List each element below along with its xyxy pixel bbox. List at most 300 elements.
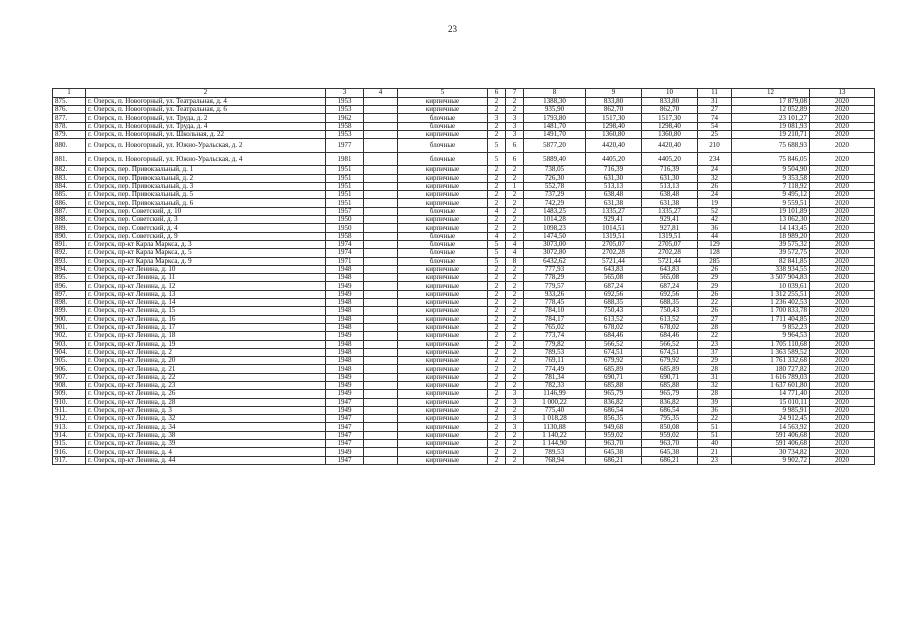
cell-total-area: 789,53 [524, 448, 586, 456]
cell-year-built: 1949 [326, 282, 364, 290]
cell-address: г. Озерск, п. Новогорный, ул. Южно-Уральская, д. 2 [86, 139, 326, 153]
cell-plan-year: 2020 [810, 315, 875, 323]
cell-wall-material: кирпичные [398, 357, 488, 365]
cell-area-a: 674,51 [586, 348, 642, 356]
cell-address: г. Озерск, п. Новогорный, ул. Южно-Уральская, д. 4 [86, 152, 326, 166]
cell-row-number: 899. [53, 307, 86, 315]
table-row [53, 448, 875, 456]
cell-area-b: 2705,07 [642, 240, 698, 248]
cell-residents: 19 [698, 199, 732, 207]
cell-plan-year: 2020 [810, 357, 875, 365]
cell-year-built: 1974 [326, 249, 364, 257]
cell-year-built: 1949 [326, 332, 364, 340]
cell-floors: 2 [488, 315, 506, 323]
cell-row-number: 908. [53, 382, 86, 390]
cell-address: г. Озерск, пр-кт Ленина, д. 39 [86, 440, 326, 448]
cell-entrances: 2 [506, 232, 524, 240]
cell-year-built: 1950 [326, 224, 364, 232]
cell-wall-material: блочные [398, 240, 488, 248]
cell-col-4 [364, 373, 398, 381]
table-row [53, 106, 875, 114]
cell-address: г. Озерск, пр-кт Ленина, д. 32 [86, 415, 326, 423]
cell-total-area: 5889,40 [524, 152, 586, 166]
cell-year-built: 1947 [326, 440, 364, 448]
cell-col-4 [364, 97, 398, 105]
cell-total-area: 779,82 [524, 340, 586, 348]
cell-total-area: 5877,20 [524, 139, 586, 153]
cell-area-a: 631,38 [586, 199, 642, 207]
cell-area-a: 645,38 [586, 448, 642, 456]
cell-row-number: 898. [53, 299, 86, 307]
cell-wall-material: кирпичные [398, 440, 488, 448]
cell-total-area: 1130,88 [524, 423, 586, 431]
table-row [53, 373, 875, 381]
cell-cost: 338 934,55 [732, 265, 810, 273]
cell-entrances: 2 [506, 216, 524, 224]
cell-area-a: 5721,44 [586, 257, 642, 265]
cell-cost: 17 879,08 [732, 97, 810, 105]
cell-area-a: 856,35 [586, 415, 642, 423]
column-header-5: 5 [398, 89, 488, 98]
cell-floors: 2 [488, 423, 506, 431]
cell-area-b: 686,21 [642, 456, 698, 464]
cell-col-4 [364, 357, 398, 365]
cell-floors: 2 [488, 299, 506, 307]
cell-col-4 [364, 152, 398, 166]
cell-col-4 [364, 382, 398, 390]
cell-area-b: 836,82 [642, 398, 698, 406]
cell-col-4 [364, 182, 398, 190]
cell-entrances: 2 [506, 191, 524, 199]
cell-residents: 36 [698, 224, 732, 232]
cell-area-b: 687,24 [642, 282, 698, 290]
cell-area-b: 1319,51 [642, 232, 698, 240]
cell-address: г. Озерск, пр-кт Ленина, д. 28 [86, 398, 326, 406]
cell-plan-year: 2020 [810, 265, 875, 273]
column-header-10: 10 [642, 89, 698, 98]
cell-plan-year: 2020 [810, 216, 875, 224]
cell-area-a: 631,30 [586, 174, 642, 182]
cell-year-built: 1951 [326, 166, 364, 174]
cell-cost: 23 101,27 [732, 114, 810, 122]
cell-total-area: 1 000,22 [524, 398, 586, 406]
cell-cost: 1 700 833,78 [732, 307, 810, 315]
cell-address: г. Озерск, пер. Советский, д. 10 [86, 207, 326, 215]
cell-residents: 128 [698, 249, 732, 257]
cell-area-b: 850,08 [642, 423, 698, 431]
cell-year-built: 1958 [326, 232, 364, 240]
cell-residents: 129 [698, 240, 732, 248]
cell-wall-material: кирпичные [398, 166, 488, 174]
cell-residents: 40 [698, 440, 732, 448]
cell-row-number: 883. [53, 174, 86, 182]
cell-area-b: 685,89 [642, 365, 698, 373]
cell-entrances: 2 [506, 315, 524, 323]
cell-residents: 23 [698, 340, 732, 348]
cell-total-area: 1014,28 [524, 216, 586, 224]
cell-residents: 29 [698, 282, 732, 290]
cell-residents: 74 [698, 114, 732, 122]
cell-area-a: 686,54 [586, 406, 642, 414]
cell-area-b: 638,48 [642, 191, 698, 199]
cell-area-b: 565,08 [642, 274, 698, 282]
cell-area-b: 643,83 [642, 265, 698, 273]
cell-residents: 25 [698, 130, 732, 138]
cell-wall-material: блочные [398, 207, 488, 215]
cell-cost: 15 010,11 [732, 398, 810, 406]
cell-plan-year: 2020 [810, 114, 875, 122]
cell-entrances: 2 [506, 357, 524, 365]
cell-cost: 39 572,75 [732, 249, 810, 257]
housing-register-table [52, 88, 875, 465]
cell-area-b: 927,81 [642, 224, 698, 232]
cell-floors: 2 [488, 122, 506, 130]
cell-floors: 2 [488, 340, 506, 348]
cell-col-4 [364, 249, 398, 257]
cell-area-b: 959,02 [642, 431, 698, 439]
cell-floors: 2 [488, 431, 506, 439]
cell-cost: 1 616 789,03 [732, 373, 810, 381]
cell-year-built: 1951 [326, 182, 364, 190]
cell-wall-material: кирпичные [398, 290, 488, 298]
cell-cost: 591 406,68 [732, 431, 810, 439]
cell-area-a: 4420,40 [586, 139, 642, 153]
cell-cost: 9 495,12 [732, 191, 810, 199]
cell-area-a: 643,83 [586, 265, 642, 273]
cell-total-area: 1474,50 [524, 232, 586, 240]
cell-plan-year: 2020 [810, 182, 875, 190]
table-row [53, 265, 875, 273]
cell-residents: 234 [698, 152, 732, 166]
cell-col-4 [364, 191, 398, 199]
cell-area-a: 1335,27 [586, 207, 642, 215]
cell-floors: 5 [488, 139, 506, 153]
cell-area-a: 716,39 [586, 166, 642, 174]
cell-year-built: 1953 [326, 130, 364, 138]
table-row [53, 224, 875, 232]
cell-residents: 26 [698, 290, 732, 298]
cell-year-built: 1949 [326, 382, 364, 390]
table-row [53, 431, 875, 439]
cell-total-area: 789,53 [524, 348, 586, 356]
cell-area-b: 645,38 [642, 448, 698, 456]
cell-wall-material: кирпичные [398, 332, 488, 340]
cell-year-built: 1948 [326, 340, 364, 348]
cell-year-built: 1957 [326, 207, 364, 215]
cell-entrances: 4 [506, 240, 524, 248]
cell-col-4 [364, 406, 398, 414]
cell-col-4 [364, 282, 398, 290]
table-row [53, 139, 875, 153]
cell-total-area: 768,94 [524, 456, 586, 464]
cell-floors: 2 [488, 365, 506, 373]
table-row [53, 299, 875, 307]
cell-wall-material: кирпичные [398, 299, 488, 307]
cell-entrances: 2 [506, 207, 524, 215]
cell-total-area: 769,11 [524, 357, 586, 365]
cell-total-area: 726,30 [524, 174, 586, 182]
cell-residents: 42 [698, 216, 732, 224]
cell-floors: 2 [488, 199, 506, 207]
cell-plan-year: 2020 [810, 106, 875, 114]
cell-col-4 [364, 398, 398, 406]
cell-area-a: 566,52 [586, 340, 642, 348]
cell-floors: 2 [488, 265, 506, 273]
cell-wall-material: кирпичные [398, 199, 488, 207]
cell-total-area: 782,33 [524, 382, 586, 390]
table-row [53, 440, 875, 448]
cell-area-a: 565,08 [586, 274, 642, 282]
cell-row-number: 888. [53, 216, 86, 224]
cell-entrances: 2 [506, 431, 524, 439]
column-header-13: 13 [810, 89, 875, 98]
cell-wall-material: кирпичные [398, 340, 488, 348]
cell-address: г. Озерск, пр-кт Ленина, д. 13 [86, 290, 326, 298]
cell-address: г. Озерск, пр-кт Ленина, д. 17 [86, 323, 326, 331]
cell-residents: 29 [698, 357, 732, 365]
cell-row-number: 882. [53, 166, 86, 174]
cell-cost: 12 052,89 [732, 106, 810, 114]
cell-col-4 [364, 130, 398, 138]
table-row [53, 406, 875, 414]
cell-col-4 [364, 448, 398, 456]
cell-row-number: 893. [53, 257, 86, 265]
cell-row-number: 897. [53, 290, 86, 298]
table-row [53, 257, 875, 265]
cell-address: г. Озерск, пер. Привокзальный, д. 3 [86, 182, 326, 190]
cell-col-4 [364, 365, 398, 373]
cell-floors: 2 [488, 415, 506, 423]
cell-residents: 24 [698, 166, 732, 174]
cell-wall-material: кирпичные [398, 174, 488, 182]
table-row [53, 114, 875, 122]
cell-floors: 2 [488, 274, 506, 282]
cell-residents: 22 [698, 415, 732, 423]
cell-area-b: 1517,30 [642, 114, 698, 122]
cell-row-number: 904. [53, 348, 86, 356]
cell-year-built: 1974 [326, 240, 364, 248]
cell-area-b: 566,52 [642, 340, 698, 348]
table-row [53, 282, 875, 290]
cell-col-4 [364, 257, 398, 265]
cell-wall-material: блочные [398, 249, 488, 257]
cell-total-area: 779,57 [524, 282, 586, 290]
cell-residents: 210 [698, 139, 732, 153]
cell-floors: 2 [488, 373, 506, 381]
cell-area-b: 963,70 [642, 440, 698, 448]
cell-plan-year: 2020 [810, 332, 875, 340]
cell-area-b: 4420,40 [642, 139, 698, 153]
cell-plan-year: 2020 [810, 282, 875, 290]
cell-area-b: 750,43 [642, 307, 698, 315]
table-row [53, 382, 875, 390]
cell-plan-year: 2020 [810, 257, 875, 265]
cell-row-number: 886. [53, 199, 86, 207]
cell-address: г. Озерск, пер. Советский, д. 3 [86, 216, 326, 224]
cell-year-built: 1948 [326, 357, 364, 365]
cell-entrances: 2 [506, 348, 524, 356]
cell-plan-year: 2020 [810, 431, 875, 439]
cell-col-4 [364, 240, 398, 248]
cell-plan-year: 2020 [810, 166, 875, 174]
cell-col-4 [364, 390, 398, 398]
cell-row-number: 889. [53, 224, 86, 232]
cell-address: г. Озерск, пер. Привокзальный, д. 6 [86, 199, 326, 207]
cell-address: г. Озерск, пр-кт Карла Маркса, д. 5 [86, 249, 326, 257]
cell-wall-material: кирпичные [398, 106, 488, 114]
table-row [53, 199, 875, 207]
cell-wall-material: кирпичные [398, 182, 488, 190]
cell-wall-material: кирпичные [398, 348, 488, 356]
cell-area-a: 688,35 [586, 299, 642, 307]
table-row [53, 191, 875, 199]
cell-area-b: 685,88 [642, 382, 698, 390]
cell-year-built: 1949 [326, 373, 364, 381]
cell-total-area: 1491,70 [524, 130, 586, 138]
cell-year-built: 1962 [326, 114, 364, 122]
cell-residents: 22 [698, 299, 732, 307]
table-row [53, 249, 875, 257]
cell-address: г. Озерск, пр-кт Ленина, д. 23 [86, 382, 326, 390]
cell-area-a: 1298,40 [586, 122, 642, 130]
cell-address: г. Озерск, п. Новогорный, ул. Труда, д. 4 [86, 122, 326, 130]
cell-residents: 28 [698, 390, 732, 398]
cell-row-number: 894. [53, 265, 86, 273]
column-header-8: 8 [524, 89, 586, 98]
cell-address: г. Озерск, п. Новогорный, ул. Труда, д. 2 [86, 114, 326, 122]
cell-row-number: 903. [53, 340, 86, 348]
cell-entrances: 2 [506, 448, 524, 456]
cell-address: г. Озерск, пр-кт Ленина, д. 19 [86, 340, 326, 348]
cell-floors: 2 [488, 130, 506, 138]
cell-total-area: 778,45 [524, 299, 586, 307]
cell-row-number: 892. [53, 249, 86, 257]
cell-area-b: 1335,27 [642, 207, 698, 215]
cell-address: г. Озерск, пр-кт Ленина, д. 16 [86, 315, 326, 323]
cell-plan-year: 2020 [810, 373, 875, 381]
cell-area-a: 685,88 [586, 382, 642, 390]
cell-entrances: 3 [506, 130, 524, 138]
cell-residents: 31 [698, 97, 732, 105]
cell-wall-material: кирпичные [398, 390, 488, 398]
cell-row-number: 900. [53, 315, 86, 323]
cell-wall-material: кирпичные [398, 282, 488, 290]
cell-residents: 23 [698, 456, 732, 464]
cell-cost: 9 504,90 [732, 166, 810, 174]
cell-wall-material: кирпичные [398, 448, 488, 456]
column-header-11: 11 [698, 89, 732, 98]
cell-plan-year: 2020 [810, 207, 875, 215]
cell-col-4 [364, 174, 398, 182]
cell-residents: 51 [698, 431, 732, 439]
cell-floors: 2 [488, 106, 506, 114]
cell-cost: 19 210,71 [732, 130, 810, 138]
cell-row-number: 878. [53, 122, 86, 130]
cell-row-number: 879. [53, 130, 86, 138]
cell-floors: 2 [488, 348, 506, 356]
cell-col-4 [364, 114, 398, 122]
cell-entrances: 6 [506, 152, 524, 166]
cell-floors: 4 [488, 232, 506, 240]
cell-address: г. Озерск, пер. Советский, д. 9 [86, 232, 326, 240]
cell-residents: 26 [698, 265, 732, 273]
cell-col-4 [364, 415, 398, 423]
cell-entrances: 2 [506, 106, 524, 114]
cell-row-number: 876. [53, 106, 86, 114]
cell-address: г. Озерск, пр-кт Ленина, д. 18 [86, 332, 326, 340]
cell-entrances: 2 [506, 307, 524, 315]
cell-address: г. Озерск, пр-кт Карла Маркса, д. 9 [86, 257, 326, 265]
table-row [53, 323, 875, 331]
cell-cost: 180 727,82 [732, 365, 810, 373]
cell-area-b: 795,35 [642, 415, 698, 423]
cell-residents: 36 [698, 406, 732, 414]
cell-floors: 5 [488, 257, 506, 265]
cell-year-built: 1950 [326, 216, 364, 224]
cell-wall-material: кирпичные [398, 398, 488, 406]
cell-total-area: 1481,70 [524, 122, 586, 130]
cell-address: г. Озерск, пр-кт Ленина, д. 2 [86, 348, 326, 356]
cell-floors: 2 [488, 406, 506, 414]
cell-row-number: 891. [53, 240, 86, 248]
cell-entrances: 1 [506, 182, 524, 190]
cell-cost: 9 902,72 [732, 456, 810, 464]
table-row [53, 340, 875, 348]
table-row [53, 290, 875, 298]
cell-row-number: 915. [53, 440, 86, 448]
cell-area-a: 4405,20 [586, 152, 642, 166]
cell-entrances: 2 [506, 274, 524, 282]
cell-cost: 82 841,85 [732, 257, 810, 265]
cell-col-4 [364, 290, 398, 298]
cell-year-built: 1958 [326, 122, 364, 130]
cell-plan-year: 2020 [810, 415, 875, 423]
cell-cost: 1 711 404,85 [732, 315, 810, 323]
cell-plan-year: 2020 [810, 299, 875, 307]
cell-entrances: 2 [506, 97, 524, 105]
column-number-header-row [53, 89, 875, 98]
table-row [53, 423, 875, 431]
table-row [53, 122, 875, 130]
cell-area-a: 836,82 [586, 398, 642, 406]
cell-col-4 [364, 199, 398, 207]
cell-residents: 29 [698, 274, 732, 282]
cell-year-built: 1949 [326, 406, 364, 414]
cell-area-a: 862,70 [586, 106, 642, 114]
cell-year-built: 1951 [326, 199, 364, 207]
cell-entrances: 3 [506, 122, 524, 130]
cell-cost: 24 912,45 [732, 415, 810, 423]
cell-row-number: 884. [53, 182, 86, 190]
cell-address: г. Озерск, пр-кт Ленина, д. 10 [86, 265, 326, 273]
cell-residents: 27 [698, 106, 732, 114]
cell-wall-material: блочные [398, 257, 488, 265]
cell-wall-material: кирпичные [398, 224, 488, 232]
cell-row-number: 912. [53, 415, 86, 423]
cell-entrances: 3 [506, 390, 524, 398]
cell-area-b: 692,56 [642, 290, 698, 298]
cell-area-b: 862,70 [642, 106, 698, 114]
cell-area-b: 2702,28 [642, 249, 698, 257]
cell-col-4 [364, 348, 398, 356]
cell-floors: 2 [488, 307, 506, 315]
cell-cost: 39 575,32 [732, 240, 810, 248]
cell-col-4 [364, 207, 398, 215]
cell-total-area: 775,40 [524, 406, 586, 414]
cell-area-a: 513,13 [586, 182, 642, 190]
table-row [53, 390, 875, 398]
cell-row-number: 916. [53, 448, 86, 456]
